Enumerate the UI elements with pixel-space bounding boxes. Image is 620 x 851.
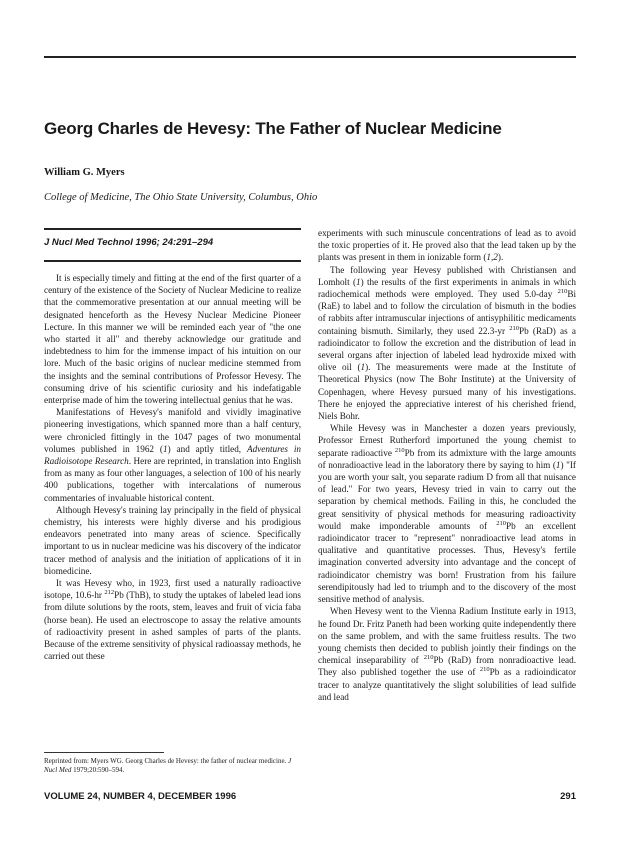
- paragraph-text: ) and aptly titled,: [167, 443, 247, 454]
- paragraph-text: When Hevesy went to the Vienna Radium Institute early in 1913, he found Dr. Fritz Paneth had been working quite independently there on the same problem, and with the same fruitless results. The two young chemists then decided to publish jointly their findings on the chemical inseparability of: [318, 606, 576, 666]
- page-number: 291: [560, 791, 576, 802]
- paragraph: [318, 227, 576, 264]
- page-footer: [44, 791, 576, 802]
- footnote-text: 1979;20:590–594.: [71, 765, 125, 774]
- reference: 1: [360, 362, 366, 373]
- paragraph-text: ) "If you are worth your salt, you separate radium D from all that nuisance of lead." For two years, Hevesy tried in vain to carry out the separation by chemical methods. Failing in this, he concluded the great sensitivity of physical methods for measuring radioactivity would make imponderable amounts of: [318, 459, 576, 531]
- paragraph: [318, 605, 576, 703]
- reference: 1,2: [486, 252, 498, 263]
- top-rule: [44, 56, 576, 58]
- issue-info: VOLUME 24, NUMBER 4, DECEMBER 1996: [44, 791, 237, 802]
- paragraph-text: It is especially timely and fitting at the end of the first quarter of a century of the existence of the Society of Nuclear Medicine to realize that the commemorative presentation at our annual meeting will be designated henceforth as the Hevesy Nuclear Medicine Pioneer Lecture. In this manner we will be reminded each year of "the one who started it all" and thereby acknowledge our gratitude and indebtedness to him for the immense impact of his intuition on our lore. Much of the basic origins of nuclear medicine stemmed from the insights and the seminal contributions of Professor Hevesy. The consuming drive of his scientific curiosity and his indefatigable enterprise made of him the towering intellectual genius that he was.: [44, 273, 301, 406]
- paragraph-text: ). The measurements were made at the Institute of Theoretical Physics (now The Bohr Institute) at the University of Copenhagen, where Hevesy pursued many of his investigations. There he enjoyed the appreciative interest of his cherished friend, Niels Bohr.: [318, 362, 576, 422]
- footnote-text: Reprinted from: Myers WG. Georg Charles de Hevesy: the father of nuclear medicine.: [44, 757, 289, 765]
- book-title: Adventures in Radioisotope Research: [44, 443, 302, 467]
- footnote-rule: [44, 752, 164, 753]
- paragraph: [44, 504, 301, 577]
- paragraph-text: Manifestations of Hevesy's manifold and vividly imaginative pioneering investigations, which spanned more than a half century, were chronicled fittingly in the 1047 pages of two monumental volumes published in 1962 (: [44, 407, 301, 454]
- author-affiliation: College of Medicine, The Ohio State University, Columbus, Ohio: [44, 192, 318, 203]
- author-name: William G. Myers: [44, 167, 125, 178]
- paragraph-text: The following year Hevesy published with Christiansen and Lomholt (: [318, 264, 576, 287]
- paragraph: [44, 272, 301, 406]
- isotope-superscript: 210: [423, 654, 434, 662]
- reference: 1: [162, 443, 168, 454]
- reference: 1: [356, 276, 361, 287]
- citation-rule-bottom: [44, 260, 301, 262]
- paragraph: [44, 577, 301, 662]
- paragraph-text: ) the results of the first experiments in animals in which radiochemical methods were employed. They used 5.0-day: [318, 276, 576, 300]
- paragraph-text: Pb from its admixture with the large amounts of nonradioactive lead in the laboratory there by saying to him (: [318, 447, 576, 470]
- paragraph-text: Pb as a radioindicator tracer to analyze quantitatively the slight solubilities of lead sulfide and lead: [318, 667, 576, 702]
- paragraph-text: Pb an excellent radioindicator tracer to "represent" nonradioactive lead atoms in qualitative and quantitative processes. Thus, Hevesy's fertile imagination converted adversity into advantage and the concept of radioindicator chemistry was born! Frustration from his failure serendipitously had led to triumph and to the discovery of the most sensitive method of analysis.: [318, 520, 576, 605]
- paragraph-text: . Here are reprinted, in translation into English from as many as four other languages, a selection of 100 of his nearly 400 publications, together with intercalations of numerous commentaries of invaluable historical content.: [44, 456, 301, 503]
- paragraph: [318, 264, 576, 423]
- reference: 1: [555, 459, 561, 470]
- paragraph-text: Pb (ThB), to study the uptakes of labeled lead ions from dilute solutions by the roots, stem, leaves and fruit of vicia faba (horse bean). He used an electroscope to assay the relative amounts of radioactivity present in ashed samples of parts of the plants. Because of the extreme sensitivity of physical radioassay methods, he carried out these: [44, 590, 301, 662]
- article-title: Georg Charles de Hevesy: The Father of Nuclear Medicine: [44, 119, 502, 138]
- isotope-superscript: 210: [394, 446, 405, 454]
- isotope-superscript: 210: [557, 287, 568, 295]
- isotope-superscript: 212: [104, 589, 115, 597]
- paragraph-text: ).: [497, 252, 504, 263]
- isotope-superscript: 210: [509, 324, 519, 332]
- paragraph-text: It was Hevesy who, in 1923, first used a naturally radioactive isotope, 10.6-hr: [44, 578, 301, 601]
- paragraph-text: Pb (RaD) from nonradioactive lead. They also published together the use of: [318, 655, 576, 678]
- footnote-journal: J Nucl Med: [44, 757, 292, 774]
- paragraph-text: Pb (RaD) as a radioindicator to follow the excretion and the distribution of lead in several organs after injection of labeled lead hydroxide mixed with olive oil (: [318, 325, 576, 373]
- paragraph-text: While Hevesy was in Manchester a dozen years previously, Professor Ernest Rutherford importuned the young chemist to separate radioactive: [318, 423, 576, 458]
- paragraph-text: Although Hevesy's training lay principally in the field of physical chemistry, his interests were highly diverse and his prodigious endeavors penetrated into many areas of science. Specifically important to us in nuclear medicine was his discovery of the indicator tracer method of analysis and the initiation of applications of it in biomedicine.: [44, 504, 301, 576]
- journal-citation: J Nucl Med Technol 1996; 24:291–294: [44, 237, 214, 248]
- citation-rule-top: [44, 228, 301, 230]
- right-column: [318, 227, 576, 703]
- paragraph: [44, 406, 301, 504]
- paragraph: [318, 422, 576, 605]
- reprint-footnote: [44, 757, 301, 774]
- paragraph-text: Bi (RaE) to label and to follow the circulation of bismuth in the bodies of rabbits after intramuscular injections of antisyphilitic medicaments containing bismuth. Similarly, they used 22.3-yr: [318, 289, 576, 336]
- isotope-superscript: 210: [479, 666, 490, 674]
- left-column: [44, 272, 301, 663]
- isotope-superscript: 210: [496, 519, 507, 527]
- paragraph-text: experiments with such minuscule concentrations of lead as to avoid the toxic properties of it. He proved also that the lead taken up by the plants was present in them in ionizable form (: [318, 228, 576, 263]
